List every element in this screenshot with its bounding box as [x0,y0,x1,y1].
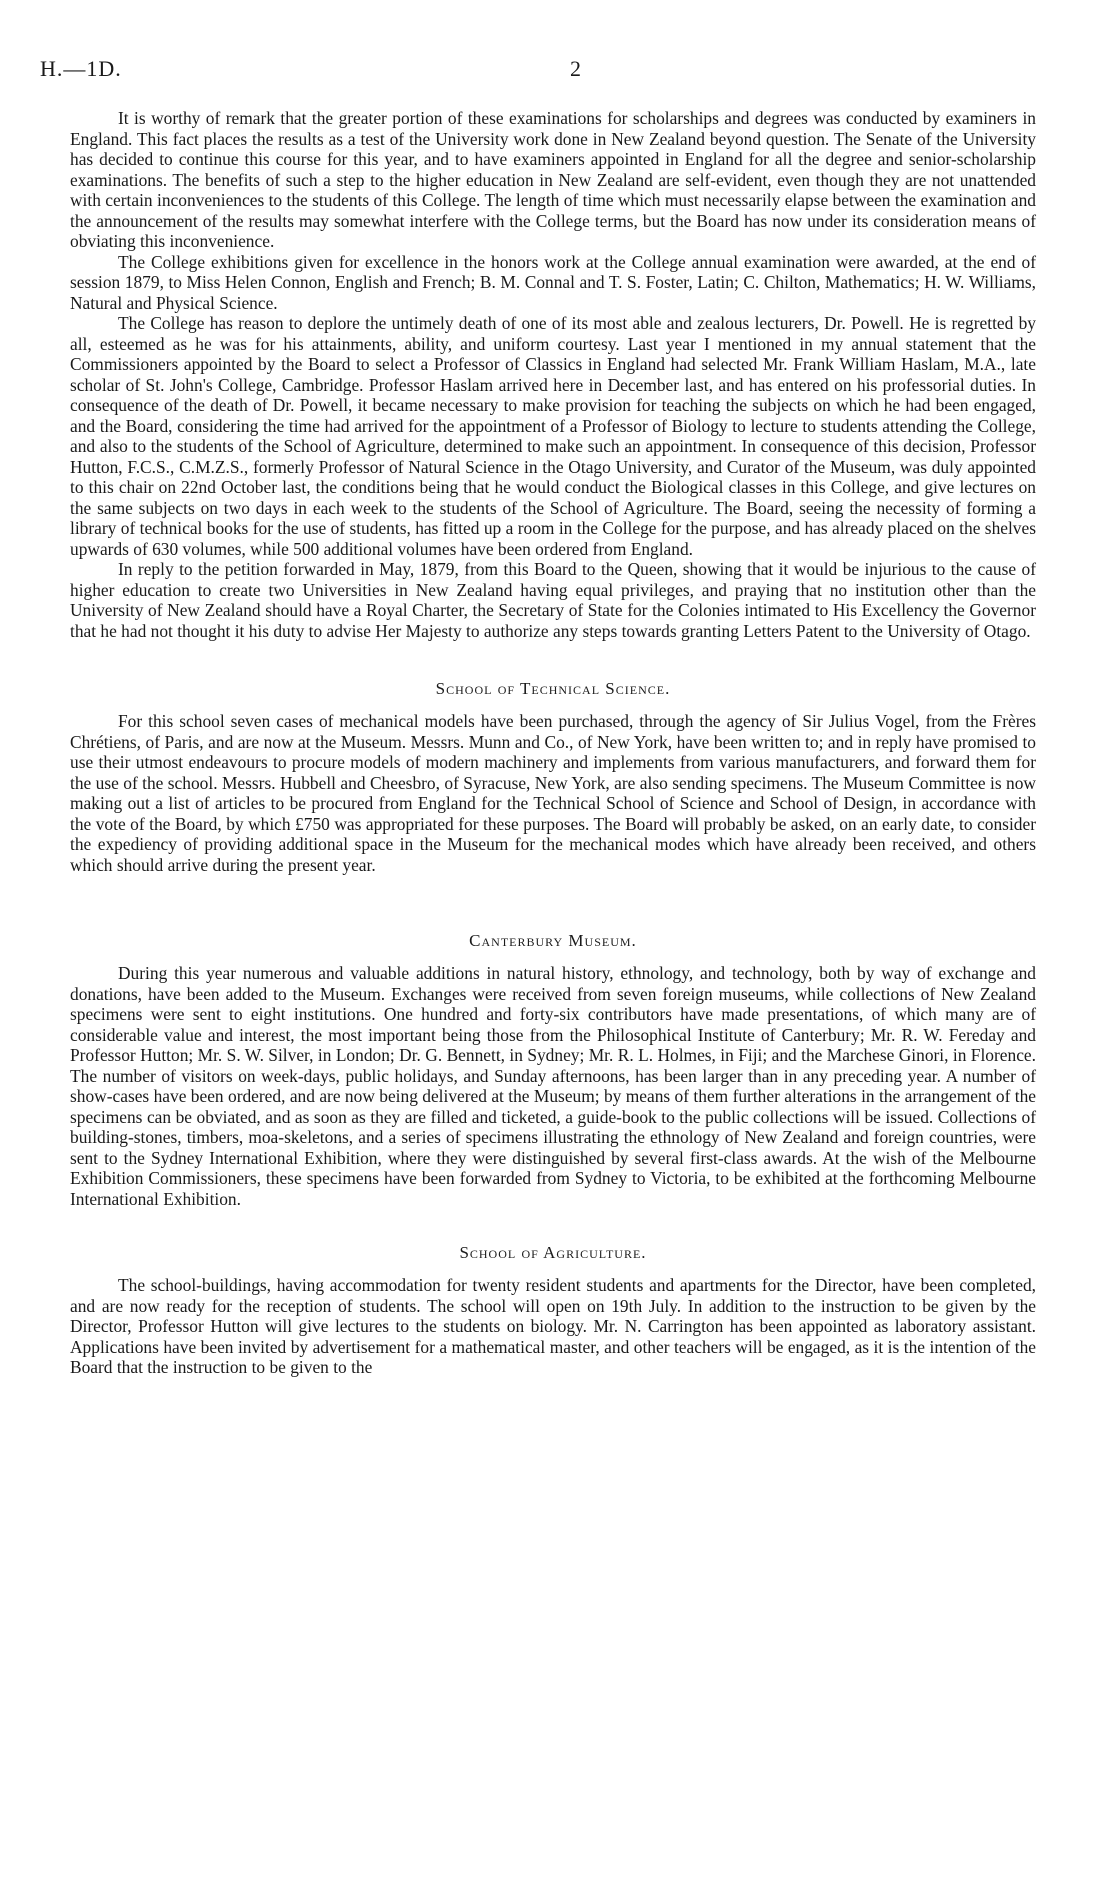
section-heading-canterbury-museum: Canterbury Museum. [469,931,637,950]
paragraph-agriculture: The school-buildings, having accommodation for twenty resident students and apartments for the Director, have been completed, and are now ready for the reception of students. The school will open on 19th July. In addition to the instruction to be given by the Director, Professor Hutton will give lectures to the students on biology. Mr. N. Carrington has been appointed as laboratory assistant. Applications have been invited by advertisement for a mathematical master, and other teachers will be engaged, as it is the intention of the Board that the instruction to be given to the [70,1275,1036,1377]
page-header [40,56,1042,86]
document-body [70,108,1036,1378]
page-number: 2 [570,56,581,81]
paragraph-technical-science: For this school seven cases of mechanical models have been purchased, through the agency of Sir Julius Vogel, from the Frères Chrétiens, of Paris, and are now at the Museum. Messrs. Munn and Co., of New York, have been written to; and in reply have promised to use their utmost endeavours to procure models of modern machinery and implements from various manufacturers, and forward them for the use of the school. Messrs. Hubbell and Cheesbro, of Syracuse, New York, are also sending specimens. The Museum Committee is now making out a list of articles to be procured from England for the Technical School of Science and School of Design, in accordance with the vote of the Board, by which £750 was appropriated for these purposes. The Board will probably be asked, on an early date, to consider the expediency of providing additional space in the Museum for the mechanical modes which have already been received, and others which should arrive during the present year. [70,711,1036,875]
paragraph-exhibitions: The College exhibitions given for excellence in the honors work at the College annual examination were awarded, at the end of session 1879, to Miss Helen Connon, English and French; B. M. Connal and T. S. Foster, Latin; C. Chilton, Mathematics; H. W. Williams, Natural and Physical Science. [70,251,1036,313]
section-heading-technical-science: School of Technical Science. [435,679,671,698]
section-heading-agriculture: School of Agriculture. [459,1243,647,1262]
document-reference: H.—1D. [40,56,122,81]
paragraph-petition: In reply to the petition forwarded in May, 1879, from this Board to the Queen, showing that it would be injurious to the cause of higher education to create two Universities in New Zealand having equal privileges, and praying that no institution other than the University of New Zealand should have a Royal Charter, the Secretary of State for the Colonies intimated to His Excellency the Governor that he had not thought it his duty to advise Her Majesty to authorize any steps towards granting Letters Patent to the University of Otago. [70,559,1036,641]
paragraph-canterbury-museum: During this year numerous and valuable additions in natural history, ethnology, and technology, both by way of exchange and donations, have been added to the Museum. Exchanges were received from seven foreign museums, while collections of New Zealand specimens were sent to eight institutions. One hundred and forty-six contributors have made presentations, of which many are of considerable value and interest, the most important being those from the Philosophical Institute of Canterbury; Mr. R. W. Fereday and Professor Hutton; Mr. S. W. Silver, in London; Dr. G. Bennett, in Sydney; Mr. R. L. Holmes, in Fiji; and the Marchese Ginori, in Florence. The number of visitors on week-days, public holidays, and Sunday afternoons, has been larger than in any preceding year. A number of show-cases have been ordered, and are now being delivered at the Museum; by means of them further alterations in the arrangement of the specimens can be obviated, and as soon as they are filled and ticketed, a guide-book to the public collections will be issued. Collections of building-stones, timbers, moa-skeletons, and a series of specimens illustrating the ethnology of New Zealand and foreign countries, were sent to the Sydney International Exhibition, where they were distinguished by several first-class awards. At the wish of the Melbourne Exhibition Commissioners, these specimens have been forwarded from Sydney to Victoria, to be exhibited at the forthcoming Melbourne International Exhibition. [70,963,1036,1209]
paragraph-examinations: It is worthy of remark that the greater portion of these examinations for scholarships and degrees was conducted by examiners in England. This fact places the results as a test of the University work done in New Zealand beyond question. The Senate of the University has decided to continue this course for this year, and to have examiners appointed in England for all the degree and senior-scholarship examinations. The benefits of such a step to the higher education in New Zealand are self-evident, even though they are not unattended with certain inconveniences to the students of this College. The length of time which must necessarily elapse between the examination and the announcement of the results may somewhat interfere with the College terms, but the Board has now under its consideration means of obviating this inconvenience. [70,108,1036,251]
paragraph-staff: The College has reason to deplore the untimely death of one of its most able and zealous lecturers, Dr. Powell. He is regretted by all, esteemed as he was for his attainments, ability, and uniform courtesy. Last year I mentioned in my annual statement that the Commissioners appointed by the Board to select a Professor of Classics in England had selected Mr. Frank William Haslam, M.A., late scholar of St. John's College, Cambridge. Professor Haslam arrived here in December last, and has entered on his professorial duties. In consequence of the death of Dr. Powell, it became necessary to make provision for teaching the subjects on which he had been engaged, and the Board, considering the time had arrived for the appointment of a Professor of Biology to lecture to students attending the College, and also to the students of the School of Agriculture, determined to make such an appointment. In consequence of this decision, Professor Hutton, F.C.S., C.M.Z.S., formerly Professor of Natural Science in the Otago University, and Curator of the Museum, was duly appointed to this chair on 22nd October last, the conditions being that he would conduct the Biological classes in this College, and give lectures on the same subjects on two days in each week to the students of the School of Agriculture. The Board, seeing the necessity of forming a library of technical books for the use of students, has fitted up a room in the College for the purpose, and has already placed on the shelves upwards of 630 volumes, while 500 additional volumes have been ordered from England. [70,313,1036,559]
